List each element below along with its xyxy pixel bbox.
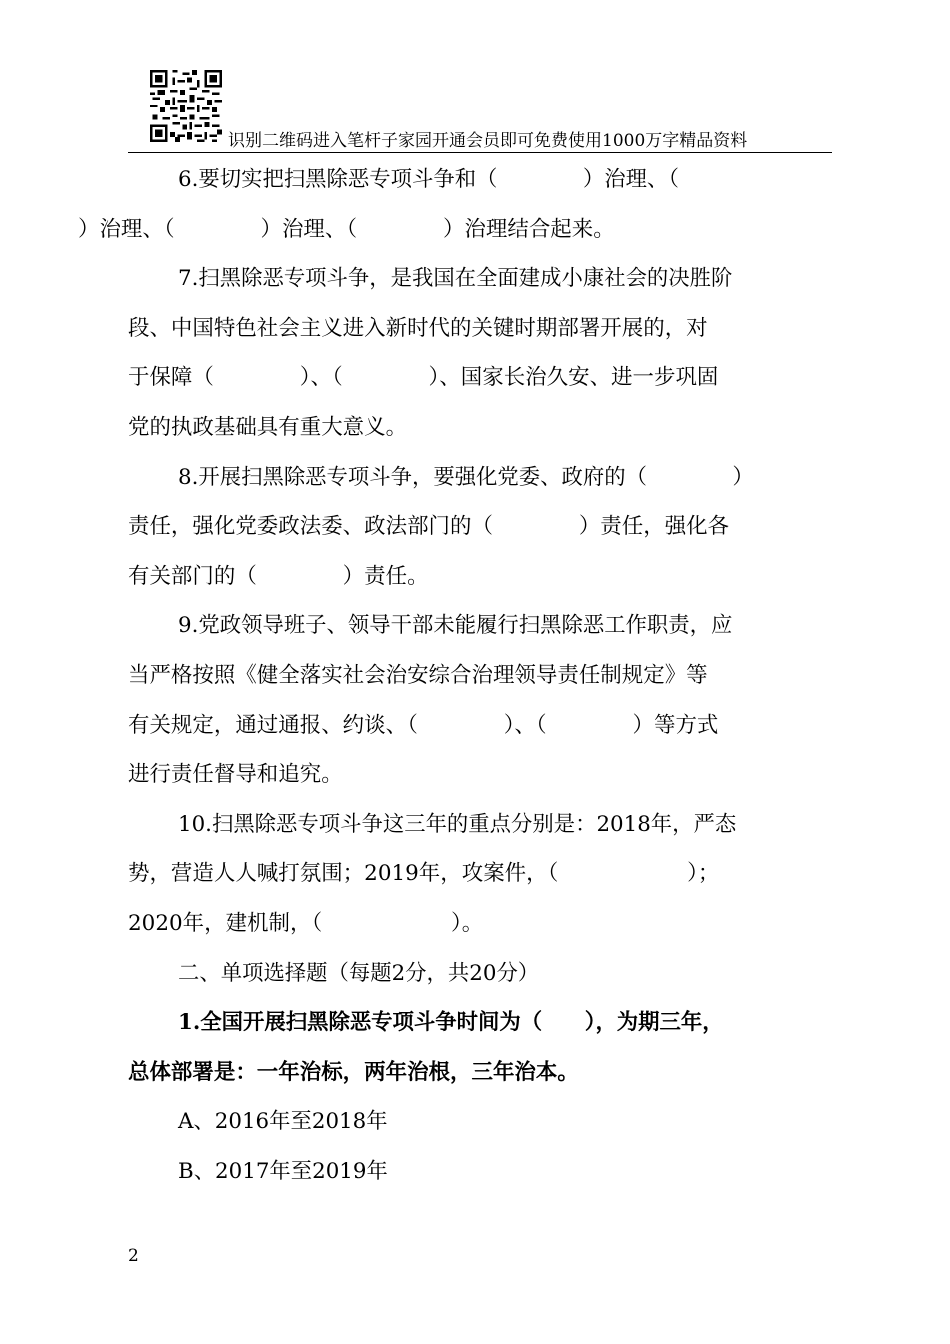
text-line: 有关规定，通过通报、约谈、（ ）、（ ）等方式 — [128, 712, 719, 738]
section-2-heading — [128, 949, 832, 999]
question-7 — [128, 254, 832, 452]
text-line: 段、中国特色社会主义进入新时代的关键时期部署开展的，对 — [128, 315, 708, 341]
question-6 — [78, 155, 832, 254]
question-9 — [128, 601, 832, 799]
header-notice: 识别二维码进入笔杆子家园开通会员即可免费使用1000万字精品资料 — [228, 131, 748, 151]
question-8 — [128, 453, 832, 602]
text-line: B、2017年至2019年 — [178, 1158, 388, 1184]
page-header — [128, 66, 832, 153]
text-line: 10.扫黑除恶专项斗争这三年的重点分别是：2018年，严态 — [178, 811, 737, 837]
text-line: 9.党政领导班子、领导干部未能履行扫黑除恶工作职责，应 — [178, 613, 733, 639]
text-line: A、2016年至2018年 — [178, 1109, 388, 1135]
text-line: 责任，强化党委政法委、政法部门的（ ）责任，强化各 — [128, 514, 730, 540]
page-number: 2 — [128, 1246, 139, 1266]
document-body — [78, 155, 832, 1196]
option-b — [128, 1147, 832, 1197]
text-line: 1.全国开展扫黑除恶专项斗争时间为（ ），为期三年， — [178, 1010, 724, 1036]
text-line: 当严格按照《健全落实社会治安综合治理领导责任制规定》等 — [128, 662, 708, 688]
text-line: ）治理、（ ）治理、（ ）治理结合起来。 — [78, 216, 615, 242]
text-line: 2020年，建机制，（ ）。 — [128, 910, 484, 936]
text-line: 总体部署是：一年治标，两年治根，三年治本。 — [128, 1059, 579, 1085]
text-line: 7.扫黑除恶专项斗争，是我国在全面建成小康社会的决胜阶 — [178, 266, 733, 292]
text-line: 党的执政基础具有重大意义。 — [128, 414, 408, 440]
text-line: 势，营造人人喊打氛围；2019年，攻案件，（ ）； — [128, 861, 720, 887]
text-line: 于保障（ ）、（ ）、国家长治久安、进一步巩固 — [128, 365, 719, 391]
text-line: 6.要切实把扫黑除恶专项斗争和（ ）治理、（ — [178, 167, 679, 192]
text-line: 有关部门的（ ）责任。 — [128, 563, 429, 589]
text-line: 进行责任督导和追究。 — [128, 762, 343, 788]
text-line: 二、单项选择题（每题2分，共20分） — [178, 960, 540, 986]
choice-question-1 — [128, 998, 832, 1097]
qr-code-icon — [150, 70, 222, 142]
question-10 — [128, 800, 832, 949]
text-line: 8.开展扫黑除恶专项斗争，要强化党委、政府的（ ） — [178, 464, 754, 490]
option-a — [128, 1097, 832, 1147]
